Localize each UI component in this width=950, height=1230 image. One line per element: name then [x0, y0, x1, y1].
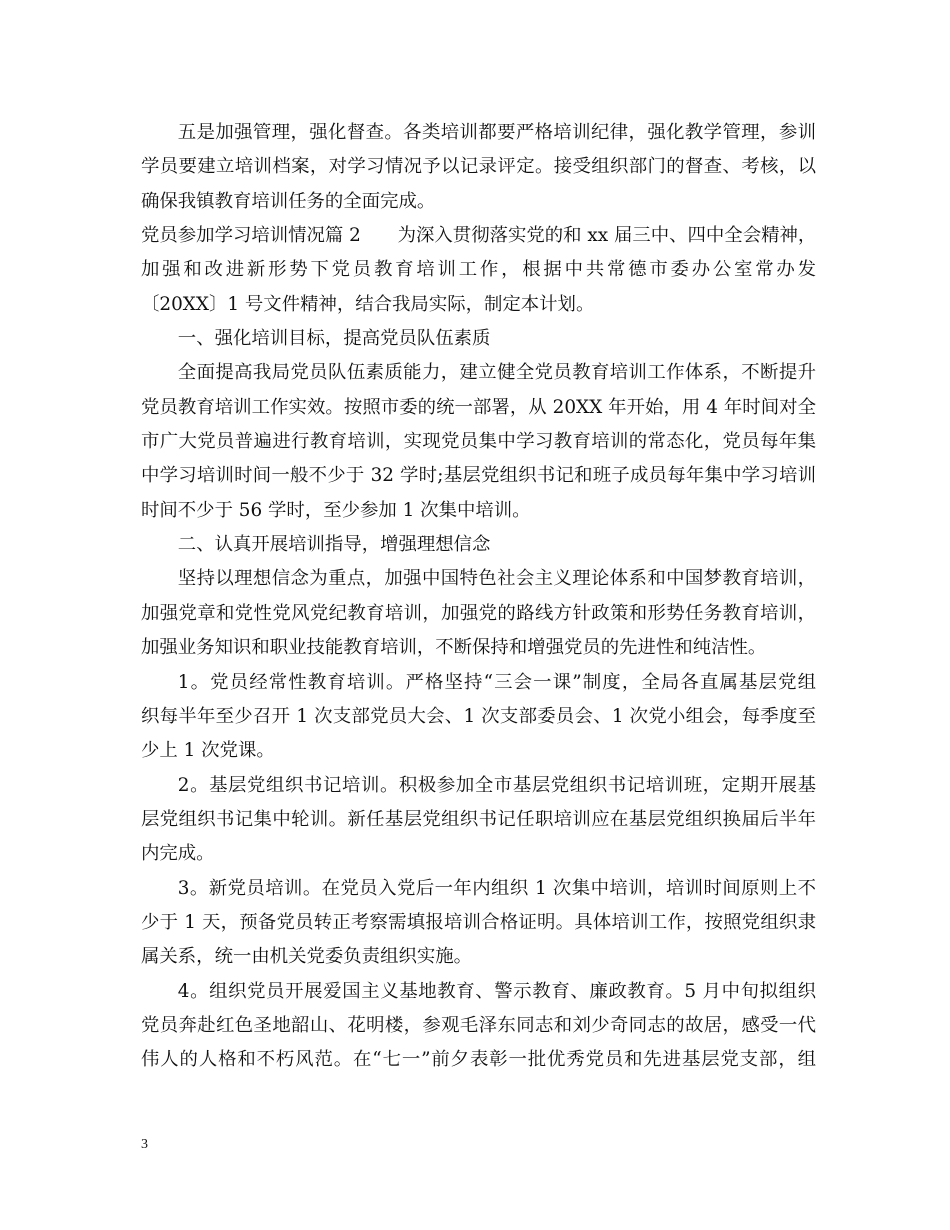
text-line: 确保我镇教育培训任务的全面完成。: [141, 190, 436, 212]
text-line: 加强业务知识和职业技能教育培训，不断保持和增强党员的先进性和纯洁性。: [141, 637, 767, 659]
text-line: 少于 1 天，预备党员转正考察需填报培训合格证明。具体培训工作，按照党组织隶: [141, 911, 816, 933]
text-line: 属关系，统一由机关党委负责组织实施。: [141, 946, 473, 968]
text-line: 市广大党员普遍进行教育培训，实现党员集中学习教育培训的常态化，党员每年集: [141, 431, 816, 453]
text-line: 2。基层党组织书记培训。积极参加全市基层党组织书记培训班，定期开展基: [177, 774, 816, 796]
text-line: 加强党章和党性党风党纪教育培训，加强党的路线方针政策和形势任务教育培训，: [141, 602, 816, 624]
page-number: 3: [141, 1137, 148, 1152]
text-line: 4。组织党员开展爱国主义基地教育、警示教育、廉政教育。5 月中旬拟组织: [177, 980, 816, 1002]
text-line: 织每半年至少召开 1 次支部党员大会、1 次支部委员会、1 次党小组会，每季度至: [141, 705, 816, 727]
text-line: 五是加强管理，强化督查。各类培训都要严格培训纪律，强化教学管理，参训: [177, 122, 816, 143]
section-heading: 一、强化培训目标，提高党员队伍素质: [177, 328, 491, 350]
text-line: 坚持以理想信念为重点，加强中国特色社会主义理论体系和中国梦教育培训，: [177, 568, 816, 590]
document-body: [141, 116, 816, 1078]
text-line: 少上 1 次党课。: [141, 740, 275, 762]
text-line: 全面提高我局党员队伍素质能力，建立健全党员教育培训工作体系，不断提升: [177, 362, 816, 384]
text-line: 时间不少于 56 学时，至少参加 1 次集中培训。: [141, 499, 531, 521]
text-line: 学员要建立培训档案，对学习情况予以记录评定。接受组织部门的督查、考核，以: [141, 156, 816, 178]
text-line: 3。新党员培训。在党员入党后一年内组织 1 次集中培训，培训时间原则上不: [177, 877, 816, 899]
text-line: 党员教育培训工作实效。按照市委的统一部署，从 20XX 年开始，用 4 年时间对全: [141, 396, 816, 418]
text-line: 党员奔赴红色圣地韶山、花明楼，参观毛泽东同志和刘少奇同志的故居，感受一代: [141, 1014, 816, 1036]
text-line: 〔20XX〕1 号文件精神，结合我局实际，制定本计划。: [141, 293, 595, 315]
text-line: 伟人的人格和不朽风范。在“七一”前夕表彰一批优秀党员和先进基层党支部，组: [141, 1049, 816, 1071]
section-heading: 二、认真开展培训指导，增强理想信念: [177, 534, 491, 556]
text-line: 中学习培训时间一般不少于 32 学时;基层党组织书记和班子成员每年集中学习培训: [141, 465, 816, 487]
text-line: 党员参加学习培训情况篇 2 为深入贯彻落实党的和 xx 届三中、四中全会精神，: [141, 225, 817, 247]
text-line: 1。党员经常性教育培训。严格坚持“三会一课”制度，全局各直属基层党组: [177, 671, 816, 693]
text-line: 加强和改进新形势下党员教育培训工作，根据中共常德市委办公室常办发: [141, 259, 816, 281]
text-line: 内完成。: [141, 843, 215, 865]
text-line: 层党组织书记集中轮训。新任基层党组织书记任职培训应在基层党组织换届后半年: [141, 808, 816, 830]
